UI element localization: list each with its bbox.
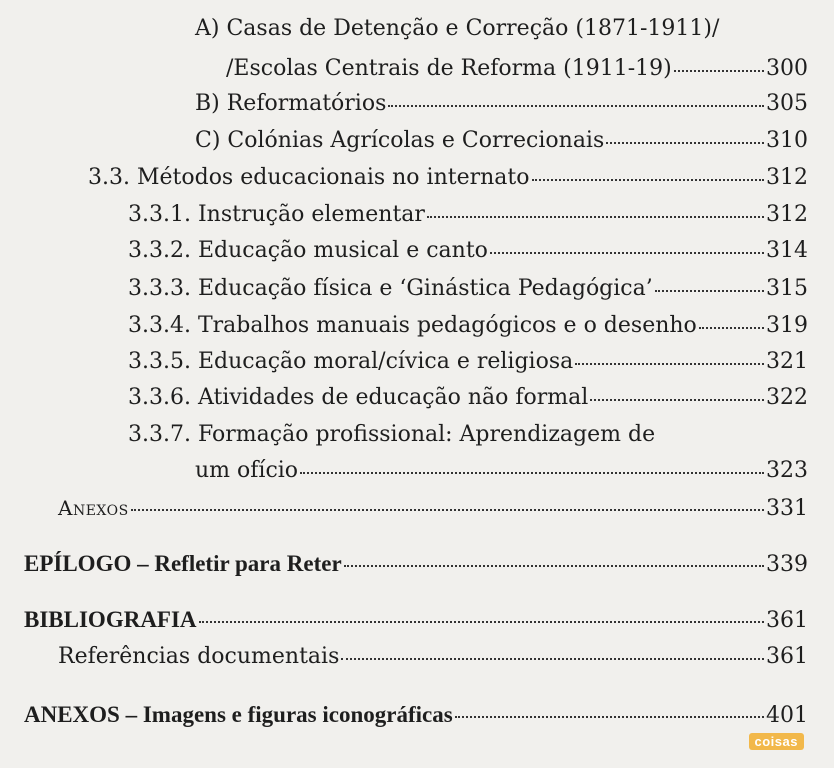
toc-entry-text: 3.3.1. Instrução elementar <box>128 202 425 227</box>
toc-page-number: 319 <box>766 313 808 338</box>
toc-entry-3-3-6 <box>128 383 808 413</box>
dot-leader <box>455 716 764 718</box>
watermark-badge: coisas <box>749 733 804 750</box>
toc-entry-3-3 <box>88 163 808 193</box>
toc-entry-text: C) Colónias Agrícolas e Correcionais <box>195 128 605 153</box>
toc-entry-text: um ofício <box>195 458 299 483</box>
toc-entry-3-3-7 <box>128 420 655 450</box>
toc-entry-referencias <box>58 642 808 672</box>
toc-entry-anexos <box>58 493 808 523</box>
dot-leader <box>655 290 764 292</box>
dot-leader <box>427 216 764 218</box>
toc-entry-text: Anexos <box>58 496 129 520</box>
dot-leader <box>606 142 764 144</box>
dot-leader <box>388 105 764 107</box>
toc-page-number: 322 <box>766 385 808 410</box>
toc-page-number: 339 <box>766 552 808 577</box>
toc-entry-escolas-centrais <box>226 54 808 84</box>
toc-page-number: 321 <box>766 349 808 374</box>
toc-entry-um-oficio <box>195 456 808 486</box>
toc-entry-text: 3.3.3. Educação física e ‘Ginástica Pedagógica’ <box>128 276 653 301</box>
toc-page-number: 300 <box>766 56 808 81</box>
toc-entry-3-3-1 <box>128 200 808 230</box>
toc-page-number: 315 <box>766 276 808 301</box>
toc-entry-reformatorios <box>195 89 808 119</box>
toc-entry-text: BIBLIOGRAFIA <box>24 607 197 632</box>
toc-entry-text: 3.3.7. Formação profissional: Aprendizagem de <box>128 422 656 447</box>
dot-leader <box>300 472 764 474</box>
toc-entry-text: Referências documentais <box>58 644 340 669</box>
toc-page-number: 361 <box>766 608 808 633</box>
toc-entry-text: B) Reformatórios <box>195 91 387 116</box>
toc-entry-3-3-5 <box>128 347 808 377</box>
toc-entry-3-3-4 <box>128 311 808 341</box>
dot-leader <box>699 327 764 329</box>
dot-leader <box>131 509 764 511</box>
toc-entry-text: EPÍLOGO – Refletir para Reter <box>24 551 342 576</box>
toc-entry-text: A) Casas de Detenção e Correção (1871-1911)/ <box>195 16 720 41</box>
toc-entry-text: /Escolas Centrais de Reforma (1911-19) <box>226 56 672 81</box>
toc-entry-anexos-imagens <box>24 700 808 730</box>
toc-page-number: 401 <box>766 703 808 728</box>
toc-entry-text: 3.3.6. Atividades de educação não formal <box>128 385 589 410</box>
dot-leader <box>341 658 764 660</box>
toc-entry-3-3-2 <box>128 236 808 266</box>
toc-entry-text: 3.3.4. Trabalhos manuais pedagógicos e o desenho <box>128 313 697 338</box>
toc-page-number: 361 <box>766 644 808 669</box>
toc-page-number: 323 <box>766 458 808 483</box>
dot-leader <box>532 179 765 181</box>
dot-leader <box>575 363 764 365</box>
toc-entry-colonias <box>195 126 808 156</box>
toc-page-number: 310 <box>766 128 808 153</box>
toc-entry-text: ANEXOS – Imagens e figuras iconográficas <box>24 702 453 727</box>
dot-leader <box>199 621 764 623</box>
dot-leader <box>590 399 764 401</box>
toc-page-number: 312 <box>766 165 808 190</box>
toc-entry-casas-detencao <box>195 14 719 44</box>
toc-page-number: 312 <box>766 202 808 227</box>
toc-entry-text: 3.3. Métodos educacionais no internato <box>88 165 530 190</box>
dot-leader <box>490 252 764 254</box>
toc-page-number: 305 <box>766 91 808 116</box>
toc-entry-text: 3.3.2. Educação musical e canto <box>128 238 488 263</box>
dot-leader <box>674 70 764 72</box>
toc-page-number: 314 <box>766 238 808 263</box>
dot-leader <box>344 565 764 567</box>
toc-entry-epilogo <box>24 549 808 579</box>
toc-entry-bibliografia <box>24 605 808 635</box>
toc-entry-text: 3.3.5. Educação moral/cívica e religiosa <box>128 349 574 374</box>
toc-page-number: 331 <box>766 496 808 521</box>
toc-entry-3-3-3 <box>128 274 808 304</box>
